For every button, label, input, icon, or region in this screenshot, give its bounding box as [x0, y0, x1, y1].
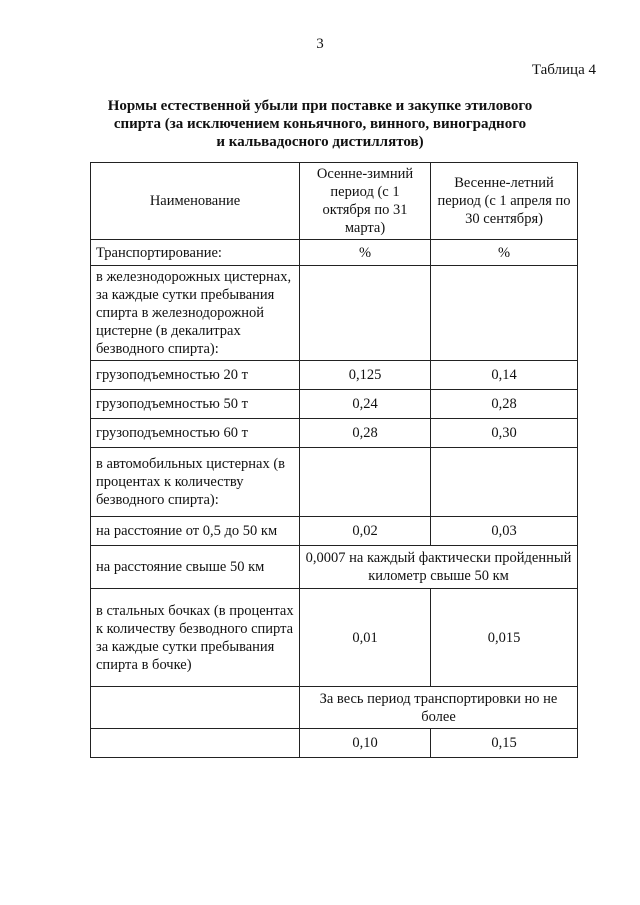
cell-autumn-winter: 0,125 [300, 361, 431, 390]
table-row [91, 589, 578, 687]
cell-spring-summer: 0,28 [431, 390, 578, 419]
cell-spring-summer: 0,30 [431, 419, 578, 448]
cell-autumn-winter: % [300, 240, 431, 266]
row-name: на расстояние свыше 50 км [91, 546, 300, 589]
row-name: в стальных бочках (в процентах к количеству безводного спирта за каждые сутки пребывания спирта в бочке) [91, 589, 300, 687]
norms-table [90, 162, 578, 758]
table-row [91, 390, 578, 419]
cell-spring-summer: 0,03 [431, 517, 578, 546]
header-autumn-winter: Осенне-зимний период (с 1 октября по 31 марта) [300, 163, 431, 240]
table-row [91, 266, 578, 361]
title-line-2: спирта (за исключением коньячного, винного, виноградного [113, 116, 527, 132]
cell-spring-summer: % [431, 240, 578, 266]
table-row [91, 448, 578, 517]
table-row [91, 419, 578, 448]
cell-spring-summer: 0,14 [431, 361, 578, 390]
cell-autumn-winter: 0,01 [300, 589, 431, 687]
page-number: 3 [316, 36, 324, 52]
document-title [70, 97, 570, 151]
table-header-row [91, 163, 578, 240]
header-name: Наименование [91, 163, 300, 240]
row-name: в автомобильных цистернах (в процентах к количеству безводного спирта): [91, 448, 300, 517]
row-name: грузоподъемностью 50 т [91, 390, 300, 419]
cell-autumn-winter [300, 448, 431, 517]
table-row [91, 240, 578, 266]
cell-spring-summer [431, 448, 578, 517]
row-name: Транспортирование: [91, 240, 300, 266]
cell-autumn-winter: 0,02 [300, 517, 431, 546]
row-name: в железнодорожных цистернах, за каждые сутки пребывания спирта в железнодорожной цистерне (в декалитрах безводного спирта): [91, 266, 300, 361]
cell-autumn-winter: 0,24 [300, 390, 431, 419]
header-spring-summer: Весенне-летний период (с 1 апреля по 30 сентября) [431, 163, 578, 240]
row-name: грузоподъемностью 20 т [91, 361, 300, 390]
table-label: Таблица 4 [531, 62, 596, 78]
title-line-3: и кальвадосного дистиллятов) [216, 134, 424, 150]
table-row [91, 546, 578, 589]
row-name [91, 687, 300, 729]
table-row [91, 687, 578, 729]
table-row [91, 729, 578, 758]
cell-autumn-winter: 0,28 [300, 419, 431, 448]
cell-spring-summer: 0,15 [431, 729, 578, 758]
row-name: грузоподъемностью 60 т [91, 419, 300, 448]
row-name [91, 729, 300, 758]
table-row [91, 517, 578, 546]
cell-spring-summer: 0,015 [431, 589, 578, 687]
cell-merged-note: За весь период транспортировки но не более [300, 687, 578, 729]
title-line-1: Нормы естественной убыли при поставке и закупке этилового [107, 98, 533, 114]
table-row [91, 361, 578, 390]
cell-spring-summer [431, 266, 578, 361]
cell-merged-value: 0,0007 на каждый фактически пройденный километр свыше 50 км [300, 546, 578, 589]
row-name: на расстояние от 0,5 до 50 км [91, 517, 300, 546]
cell-autumn-winter: 0,10 [300, 729, 431, 758]
cell-autumn-winter [300, 266, 431, 361]
